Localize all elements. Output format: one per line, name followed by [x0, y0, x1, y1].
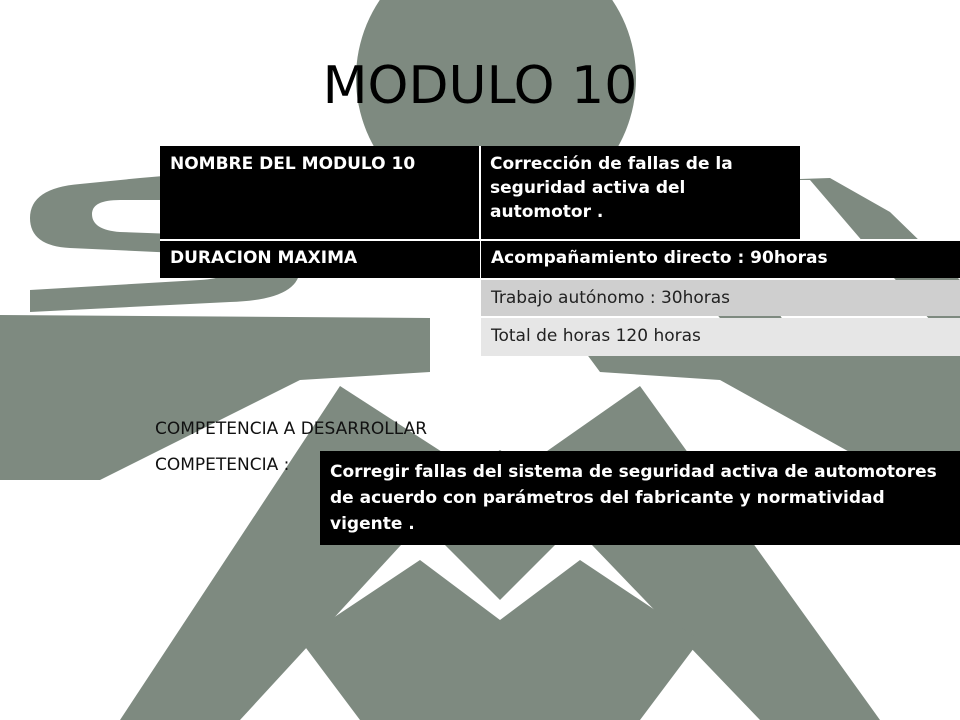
duration-direct	[481, 240, 960, 278]
duration-autonomous	[481, 280, 960, 316]
table-horizontal-divider	[160, 239, 960, 241]
competence-text-value: Corregir fallas del sistema de seguridad activa de automotores de acuerdo con parámetros del fabricante y normatividad vigente .	[330, 462, 937, 534]
duration-label	[160, 240, 480, 278]
module-name-value	[480, 146, 800, 240]
duration-direct-text: Acompañamiento directo : 90horas	[491, 248, 828, 268]
module-name-label-text: NOMBRE DEL MODULO 10	[170, 154, 416, 174]
slide-title: MODULO 10	[322, 56, 638, 116]
competence-text	[320, 451, 960, 545]
duration-total	[481, 318, 960, 356]
duration-total-text: Total de horas 120 horas	[491, 326, 701, 346]
competence-heading: COMPETENCIA A DESARROLLAR	[155, 419, 428, 439]
module-name-label	[160, 146, 480, 240]
competence-label: COMPETENCIA :	[155, 455, 290, 475]
duration-autonomous-text: Trabajo autónomo : 30horas	[491, 288, 731, 308]
module-name-value-text: Corrección de fallas de la seguridad activa del automotor .	[490, 154, 733, 222]
duration-label-text: DURACION MAXIMA	[170, 248, 358, 268]
